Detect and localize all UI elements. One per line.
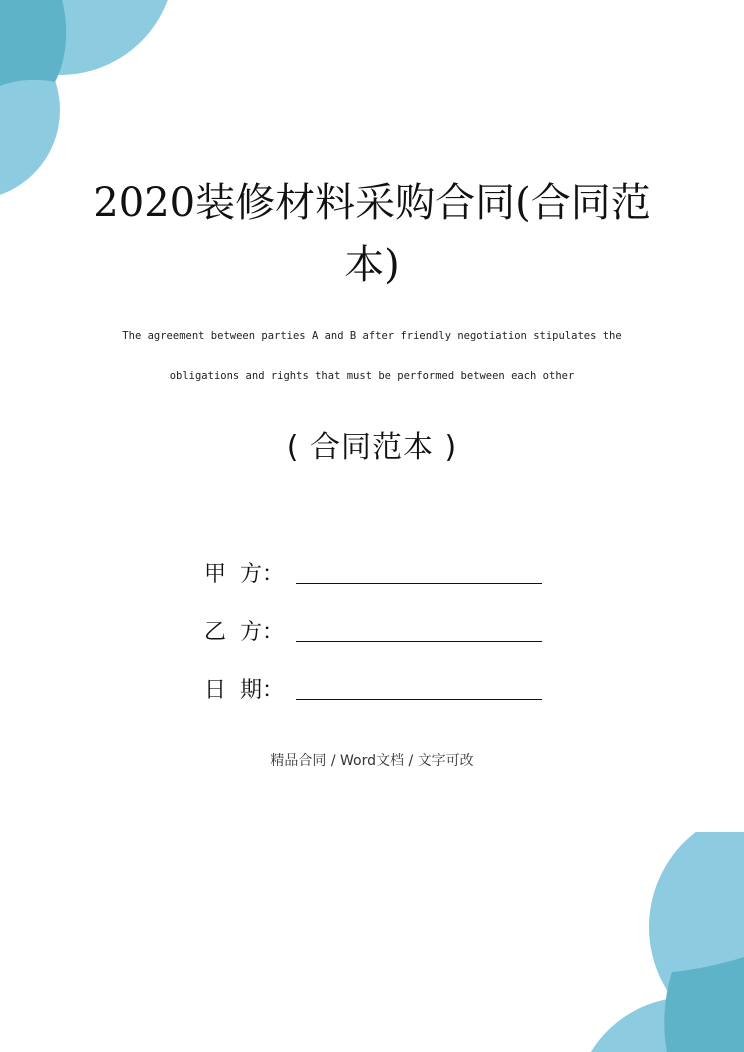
party-a-label: 甲 方： xyxy=(204,562,284,587)
party-b-row xyxy=(204,588,564,646)
signature-form xyxy=(204,530,564,704)
decor-overlap-top-left xyxy=(0,0,66,86)
english-subtitle-line-2: obligations and rights that must be performed between each other xyxy=(169,370,575,382)
document-footer-note: 精品合同 / Word文档 / 文字可改 xyxy=(270,753,474,769)
corner-decoration-top-left xyxy=(0,0,190,200)
document-title xyxy=(60,172,684,296)
document-title-line-2: 本) xyxy=(344,242,400,288)
contract-template-subheading: ( 合同范本 ) xyxy=(286,430,458,465)
party-b-blank-line xyxy=(296,641,542,642)
corner-decoration-bottom-right xyxy=(564,832,744,1052)
date-row xyxy=(204,646,564,704)
date-label: 日 期： xyxy=(204,678,284,703)
date-blank-line xyxy=(296,699,542,700)
document-title-line-1: 2020装修材料采购合同(合同范 xyxy=(93,180,651,226)
party-b-label: 乙 方： xyxy=(204,620,284,645)
party-a-row xyxy=(204,530,564,588)
party-a-blank-line xyxy=(296,583,542,584)
english-subtitle-line-1: The agreement between parties A and B after friendly negotiation stipulates the xyxy=(122,330,622,342)
